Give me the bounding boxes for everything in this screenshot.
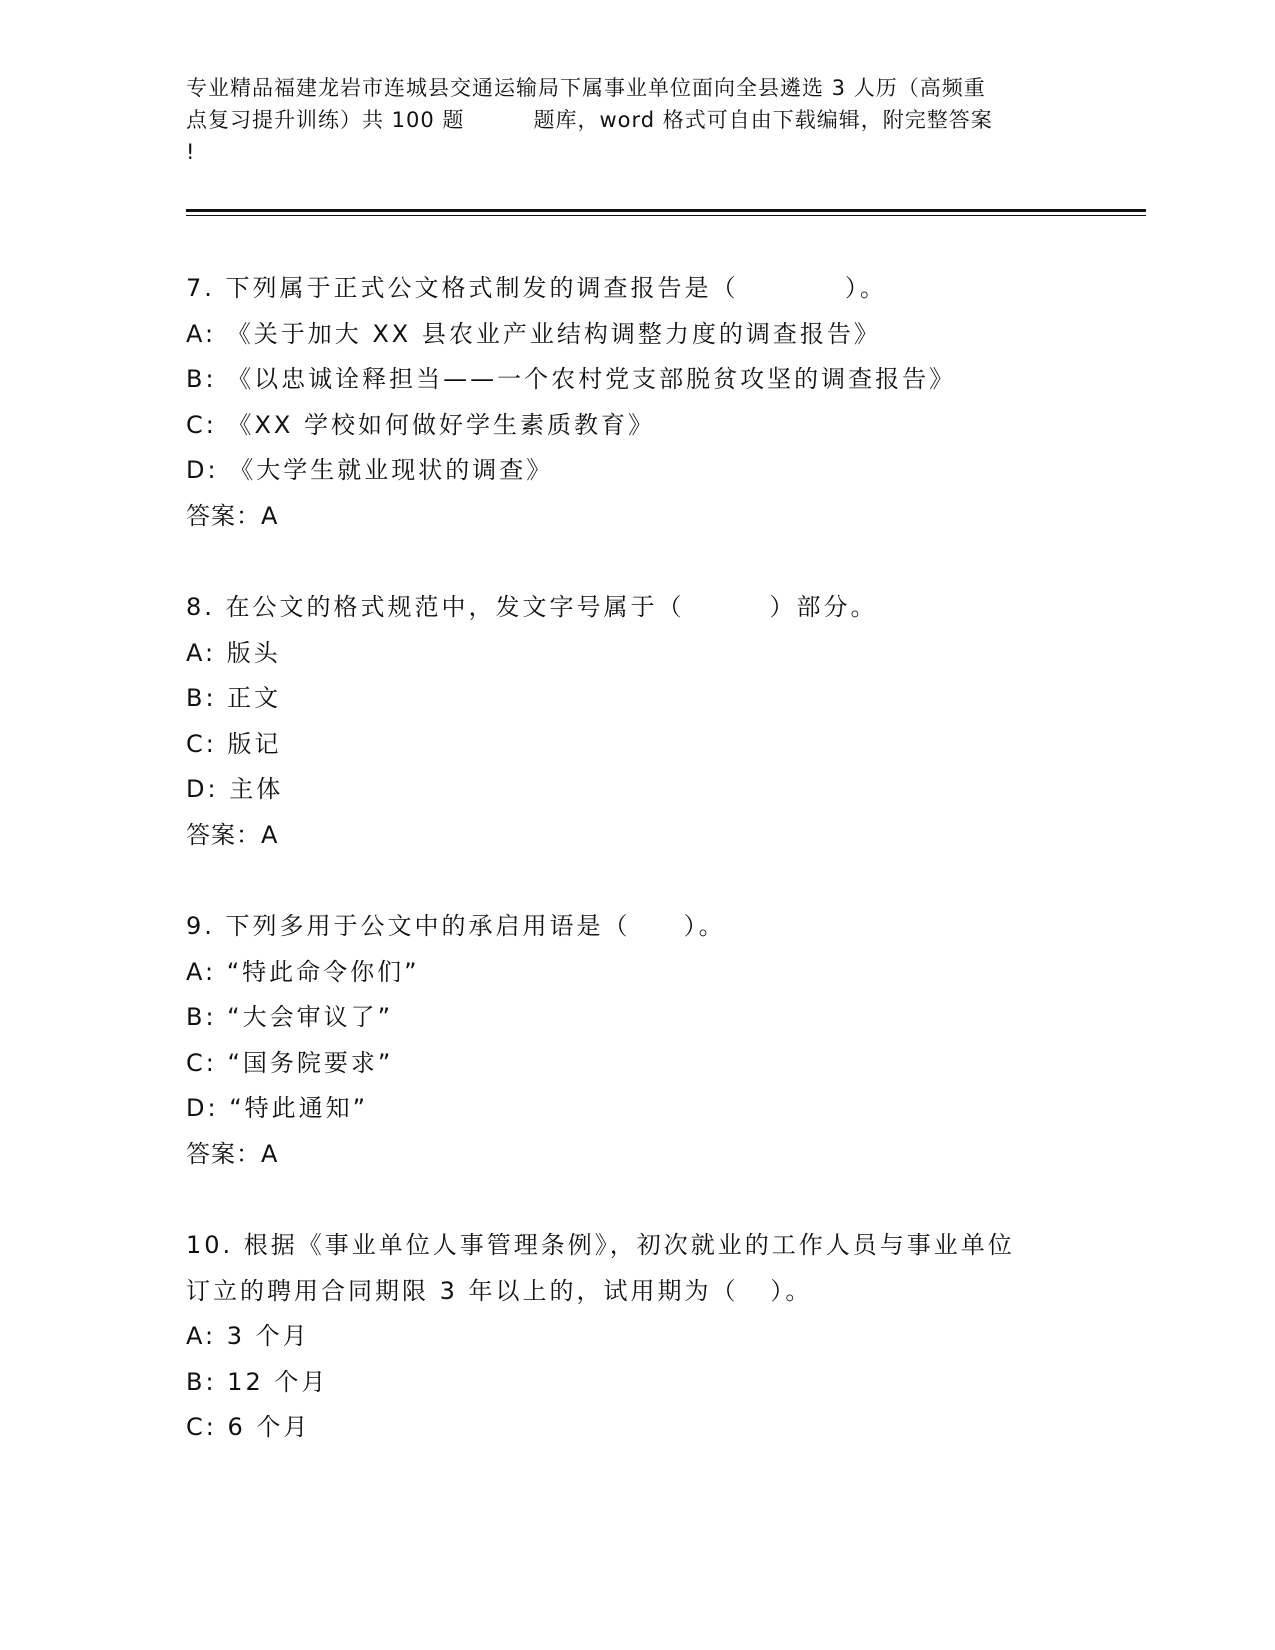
header-line: 点复习提升训练）共 100 题 题库，word 格式可自由下载编辑，附完整答案 xyxy=(186,108,993,132)
answer: 答案：A xyxy=(186,501,279,530)
option-a: A: “特此命令你们” xyxy=(186,957,420,986)
header-divider xyxy=(186,209,1146,212)
question-10 xyxy=(186,1223,1086,1451)
question-stem: 8. 在公文的格式规范中，发文字号属于（ ）部分。 xyxy=(186,593,878,621)
option-c: C: 版记 xyxy=(186,729,282,758)
option-d: D: 主体 xyxy=(186,775,284,803)
question-7 xyxy=(186,266,1086,539)
option-c: C: 《XX 学校如何做好学生素质教育》 xyxy=(186,410,655,439)
option-a: A: 3 个月 xyxy=(186,1322,310,1350)
option-b: B: 正文 xyxy=(186,684,282,712)
answer: 答案：A xyxy=(186,1139,279,1168)
option-d: D: “特此通知” xyxy=(186,1094,369,1122)
option-c: C: “国务院要求” xyxy=(186,1048,394,1077)
question-stem: 7. 下列属于正式公文格式制发的调查报告是（ ）。 xyxy=(186,274,887,302)
answer: 答案：A xyxy=(186,820,279,849)
header-divider-thin xyxy=(186,215,1146,216)
option-a: A: 版头 xyxy=(186,638,281,667)
question-9 xyxy=(186,904,1086,1177)
option-b: B: 《以忠诚诠释担当——一个农村党支部脱贫攻坚的调查报告》 xyxy=(186,365,957,393)
question-list xyxy=(186,266,1086,1497)
header-line: ! xyxy=(186,140,196,164)
question-stem: 9. 下列多用于公文中的承启用语是（ ）。 xyxy=(186,912,726,940)
document-header xyxy=(186,72,1086,168)
question-stem: 10. 根据《事业单位人事管理条例》，初次就业的工作人员与事业单位 xyxy=(186,1231,1015,1259)
header-line: 专业精品福建龙岩市连城县交通运输局下属事业单位面向全县遴选 3 人历（高频重 xyxy=(186,76,986,100)
option-d: D: 《大学生就业现状的调查》 xyxy=(186,456,554,484)
question-stem-continued: 订立的聘用合同期限 3 年以上的，试用期为（ ）。 xyxy=(186,1276,813,1305)
option-b: B: 12 个月 xyxy=(186,1367,329,1396)
option-a: A: 《关于加大 XX 县农业产业结构调整力度的调查报告》 xyxy=(186,319,881,348)
option-b: B: “大会审议了” xyxy=(186,1003,394,1031)
option-c: C: 6 个月 xyxy=(186,1413,311,1441)
question-8 xyxy=(186,585,1086,858)
